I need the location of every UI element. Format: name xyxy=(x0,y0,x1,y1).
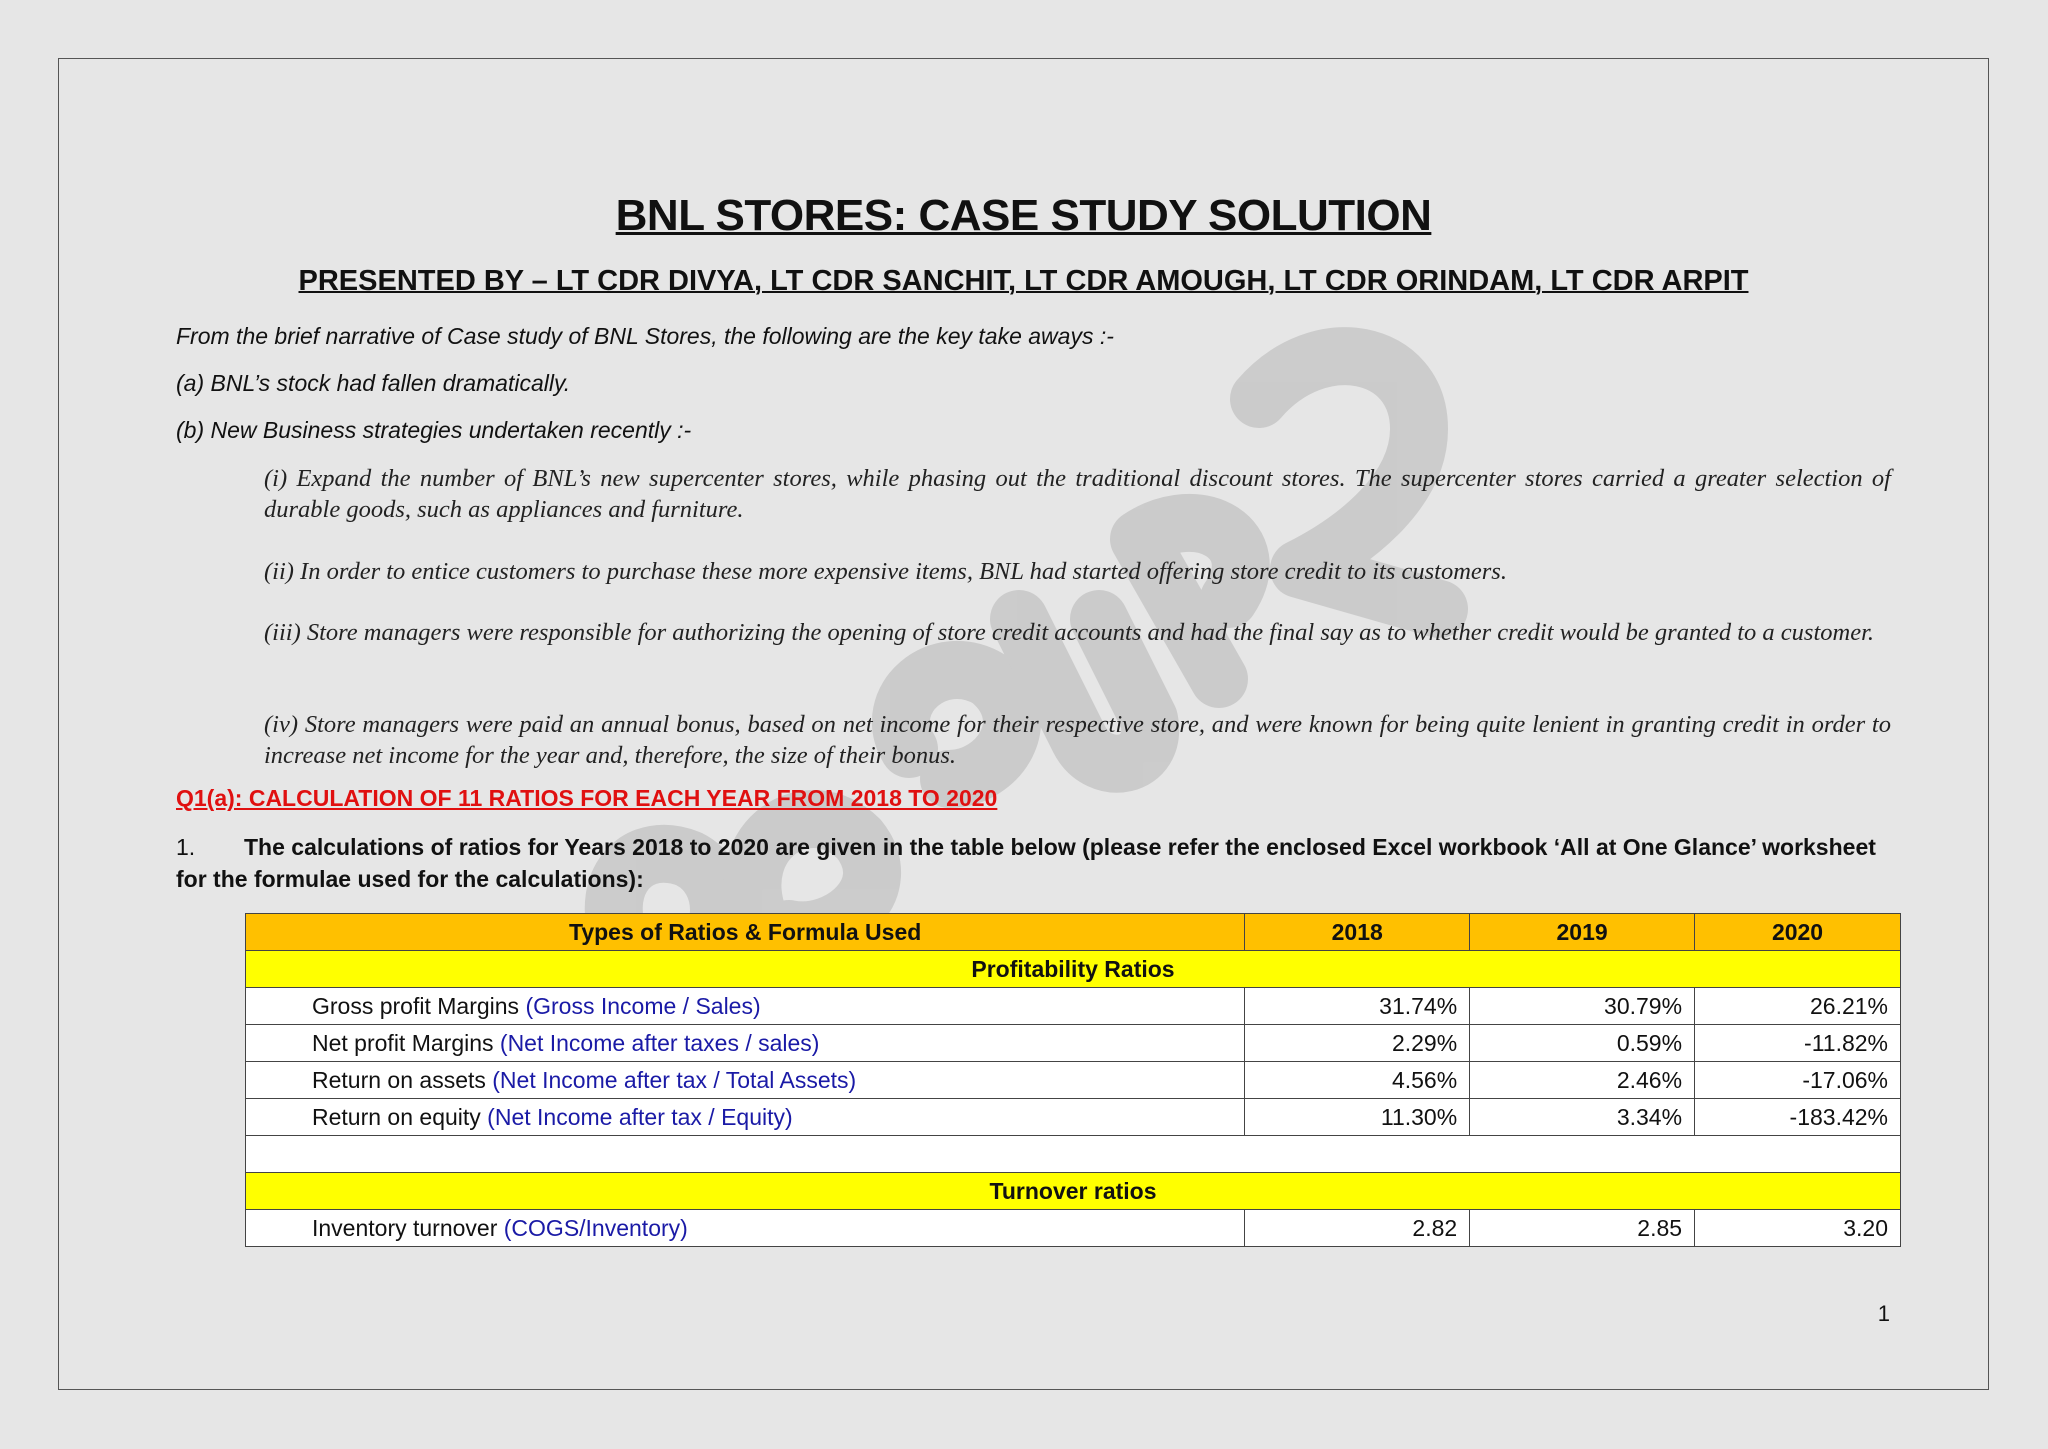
table-row xyxy=(246,1210,1901,1247)
ratio-name-cell xyxy=(246,1210,1245,1247)
value-2019: 30.79% xyxy=(1470,988,1695,1025)
calc-number: 1. xyxy=(176,834,196,860)
ratio-formula: (Net Income after taxes / sales) xyxy=(499,1029,820,1056)
blank-cell xyxy=(246,1136,1901,1173)
section-row-turnover xyxy=(246,1173,1901,1210)
calculation-note xyxy=(176,831,1896,895)
value-2019: 0.59% xyxy=(1470,1025,1695,1062)
point-b: (b) New Business strategies undertaken recently :- xyxy=(176,417,692,443)
ratio-name: Inventory turnover xyxy=(312,1214,498,1241)
value-2020: -17.06% xyxy=(1695,1062,1901,1099)
value-2020: -11.82% xyxy=(1695,1025,1901,1062)
ratio-name-cell xyxy=(246,1062,1245,1099)
page-number: 1 xyxy=(1877,1301,1890,1326)
header-2020: 2020 xyxy=(1695,914,1901,951)
q1a-heading: Q1(a): CALCULATION OF 11 RATIOS FOR EACH YEAR FROM 2018 TO 2020 xyxy=(176,785,998,811)
value-2018: 11.30% xyxy=(1245,1099,1470,1136)
table-row xyxy=(246,1025,1901,1062)
point-a: (a) BNL’s stock had fallen dramatically. xyxy=(176,370,571,396)
presenters-line: PRESENTED BY – LT CDR DIVYA, LT CDR SANCHIT, LT CDR AMOUGH, LT CDR ORINDAM, LT CDR ARPIT xyxy=(298,265,1749,297)
value-2020: -183.42% xyxy=(1695,1099,1901,1136)
document-title: BNL STORES: CASE STUDY SOLUTION xyxy=(615,191,1432,240)
ratio-formula: (Net Income after tax / Total Assets) xyxy=(492,1066,857,1093)
value-2019: 3.34% xyxy=(1470,1099,1695,1136)
ratio-name: Net profit Margins xyxy=(312,1029,494,1056)
strategy-iii: (iii) Store managers were responsible for authorizing the opening of store credit accounts and had the final say as to whether credit would be granted to a customer. xyxy=(264,619,1875,646)
ratio-formula: (Gross Income / Sales) xyxy=(525,992,761,1019)
table-header-row xyxy=(246,914,1901,951)
strategy-ii: (ii) In order to entice customers to purchase these more expensive items, BNL had started offering store credit to its customers. xyxy=(264,558,1507,585)
ratio-name: Gross profit Margins xyxy=(312,992,520,1019)
section-label: Turnover ratios xyxy=(246,1173,1901,1210)
table-row xyxy=(246,1062,1901,1099)
table-row xyxy=(246,988,1901,1025)
value-2018: 2.82 xyxy=(1245,1210,1470,1247)
value-2019: 2.46% xyxy=(1470,1062,1695,1099)
document-page xyxy=(58,58,1989,1390)
ratio-name: Return on equity xyxy=(312,1103,481,1130)
value-2018: 31.74% xyxy=(1245,988,1470,1025)
value-2018: 4.56% xyxy=(1245,1062,1470,1099)
intro-text: From the brief narrative of Case study of BNL Stores, the following are the key take aways :- xyxy=(176,323,1114,349)
strategy-iv: (iv) Store managers were paid an annual bonus, based on net income for their respective store, and were known for being quite lenient in granting credit in order to increase net income for the year and, therefore, the size of their bonus. xyxy=(264,711,1891,769)
ratio-formula: (Net Income after tax / Equity) xyxy=(487,1103,793,1130)
value-2020: 26.21% xyxy=(1695,988,1901,1025)
ratio-formula: (COGS/Inventory) xyxy=(503,1214,688,1241)
ratios-table xyxy=(245,913,1901,1247)
ratio-name-cell xyxy=(246,1099,1245,1136)
ratio-name: Return on assets xyxy=(312,1066,486,1093)
header-2019: 2019 xyxy=(1470,914,1695,951)
table-row xyxy=(246,1099,1901,1136)
ratio-name-cell xyxy=(246,1025,1245,1062)
header-ratio-type: Types of Ratios & Formula Used xyxy=(246,914,1245,951)
section-row-profitability xyxy=(246,951,1901,988)
blank-row xyxy=(246,1136,1901,1173)
calc-text: The calculations of ratios for Years 2018 to 2020 are given in the table below (please refer the enclosed Excel workbook ‘All at One Glance’ worksheet for the formulae used for the calculations): xyxy=(176,834,1876,892)
strategy-i: (i) Expand the number of BNL’s new supercenter stores, while phasing out the traditional discount stores. The supercenter stores carried a greater selection of durable goods, such as appliances and furniture. xyxy=(264,465,1891,523)
ratio-name-cell xyxy=(246,988,1245,1025)
header-2018: 2018 xyxy=(1245,914,1470,951)
value-2019: 2.85 xyxy=(1470,1210,1695,1247)
value-2018: 2.29% xyxy=(1245,1025,1470,1062)
section-label: Profitability Ratios xyxy=(246,951,1901,988)
value-2020: 3.20 xyxy=(1695,1210,1901,1247)
